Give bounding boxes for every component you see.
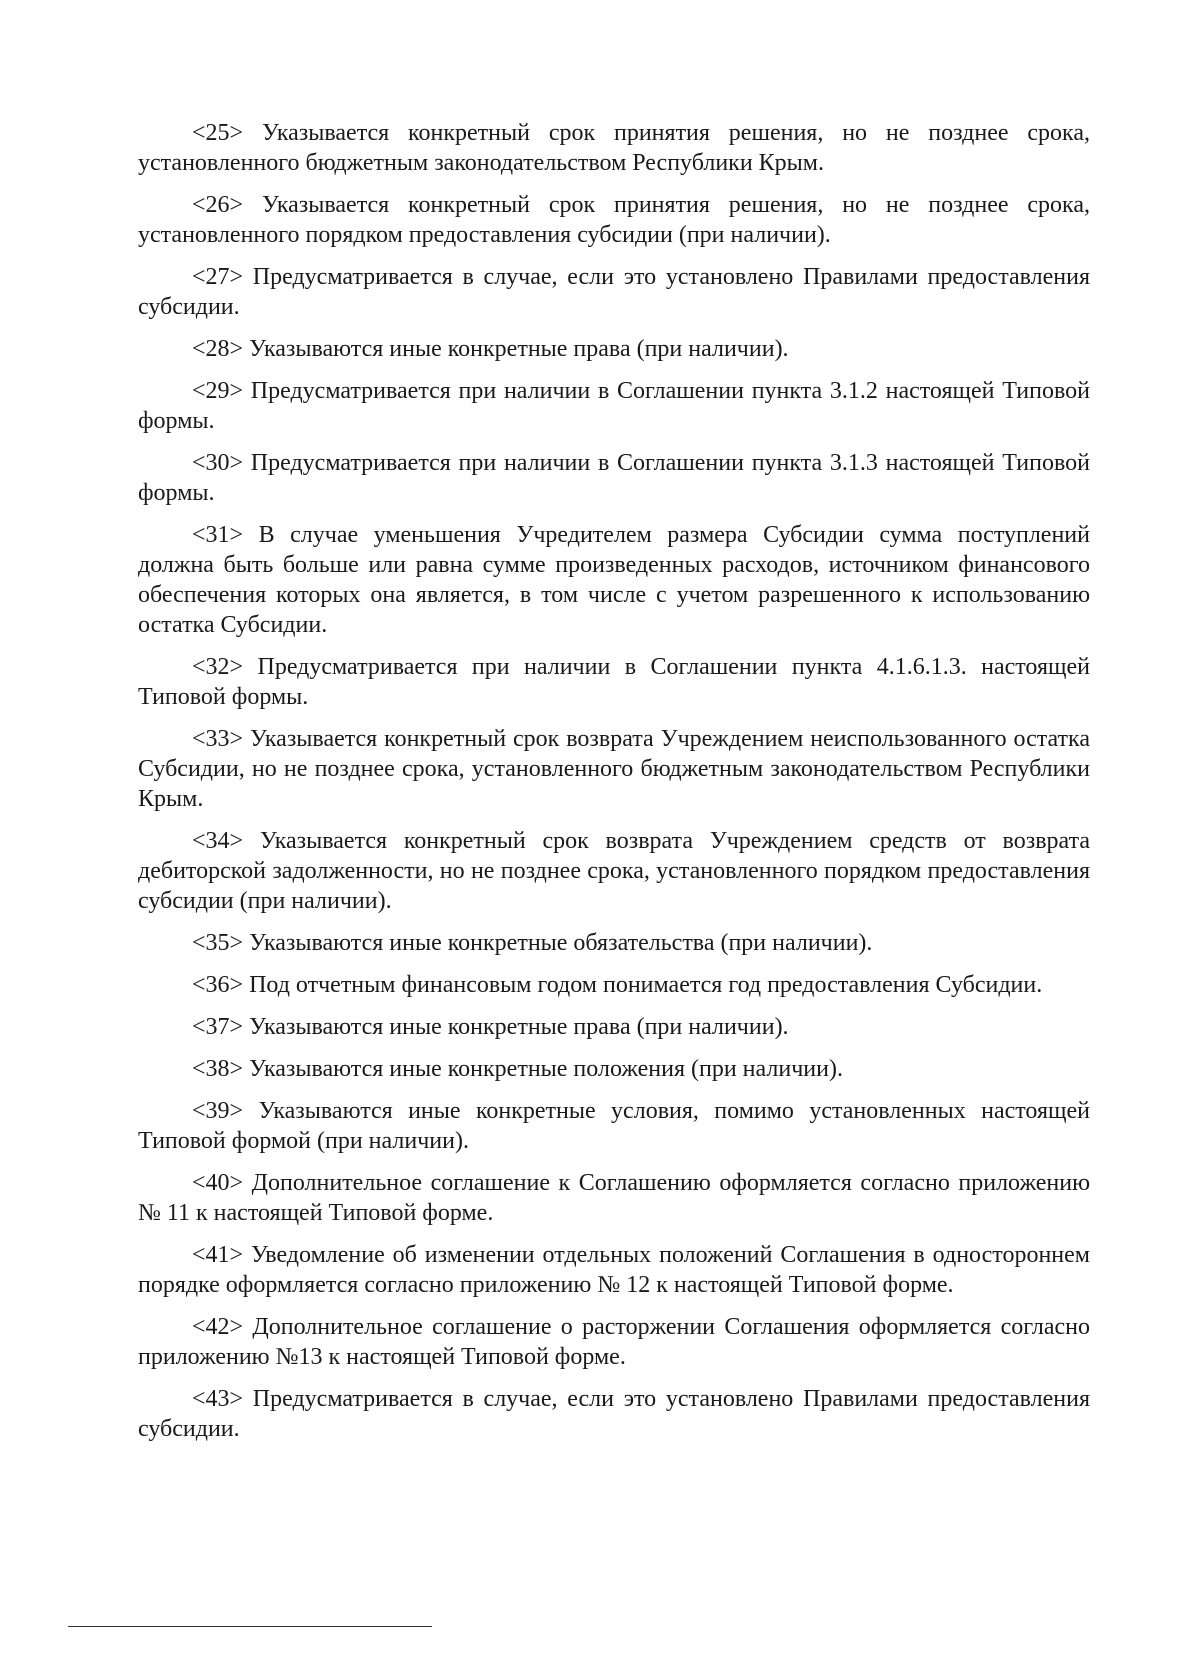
footnote-27: <27> Предусматривается в случае, если это установлено Правилами предоставления субсидии. (138, 264, 1090, 320)
footnote-39: <39> Указываются иные конкретные условия, помимо установленных настоящей Типовой формой (при наличии). (138, 1098, 1090, 1154)
footnote-43: <43> Предусматривается в случае, если это установлено Правилами предоставления субсидии. (138, 1386, 1090, 1442)
footnote-separator-line (68, 1626, 432, 1627)
footnote-38: <38> Указываются иные конкретные положения (при наличии). (192, 1056, 843, 1082)
footnote-32: <32> Предусматривается при наличии в Соглашении пункта 4.1.6.1.3. настоящей Типовой формы. (138, 654, 1090, 710)
footnote-35: <35> Указываются иные конкретные обязательства (при наличии). (192, 930, 873, 956)
footnote-42: <42> Дополнительное соглашение о расторжении Соглашения оформляется согласно приложению №13 к настоящей Типовой форме. (138, 1314, 1090, 1370)
footnotes-list (138, 118, 1090, 1456)
footnote-26: <26> Указывается конкретный срок принятия решения, но не позднее срока, установленного порядком предоставления субсидии (при наличии). (138, 192, 1090, 248)
footnote-41: <41> Уведомление об изменении отдельных положений Соглашения в одностороннем порядке оформляется согласно приложению № 12 к настоящей Типовой форме. (138, 1242, 1090, 1298)
footnote-33: <33> Указывается конкретный срок возврата Учреждением неиспользованного остатка Субсидии, но не позднее срока, установленного бюджетным законодательством Республики Крым. (138, 726, 1090, 812)
footnote-31: <31> В случае уменьшения Учредителем размера Субсидии сумма поступлений должна быть больше или равна сумме произведенных расходов, источником финансового обеспечения которых она является, в том числе с учетом разрешенного к использованию остатка Субсидии. (138, 522, 1090, 638)
footnote-37: <37> Указываются иные конкретные права (при наличии). (192, 1014, 789, 1040)
footnote-29: <29> Предусматривается при наличии в Соглашении пункта 3.1.2 настоящей Типовой формы. (138, 378, 1090, 434)
footnote-36: <36> Под отчетным финансовым годом понимается год предоставления Субсидии. (192, 972, 1043, 998)
footnote-28: <28> Указываются иные конкретные права (при наличии). (192, 336, 789, 362)
footnote-34: <34> Указывается конкретный срок возврата Учреждением средств от возврата дебиторской задолженности, но не позднее срока, установленного порядком предоставления субсидии (при наличии). (138, 828, 1090, 914)
footnote-40: <40> Дополнительное соглашение к Соглашению оформляется согласно приложению № 11 к настоящей Типовой форме. (138, 1170, 1090, 1226)
footnote-25: <25> Указывается конкретный срок принятия решения, но не позднее срока, установленного бюджетным законодательством Республики Крым. (138, 120, 1090, 176)
footnote-30: <30> Предусматривается при наличии в Соглашении пункта 3.1.3 настоящей Типовой формы. (138, 450, 1090, 506)
